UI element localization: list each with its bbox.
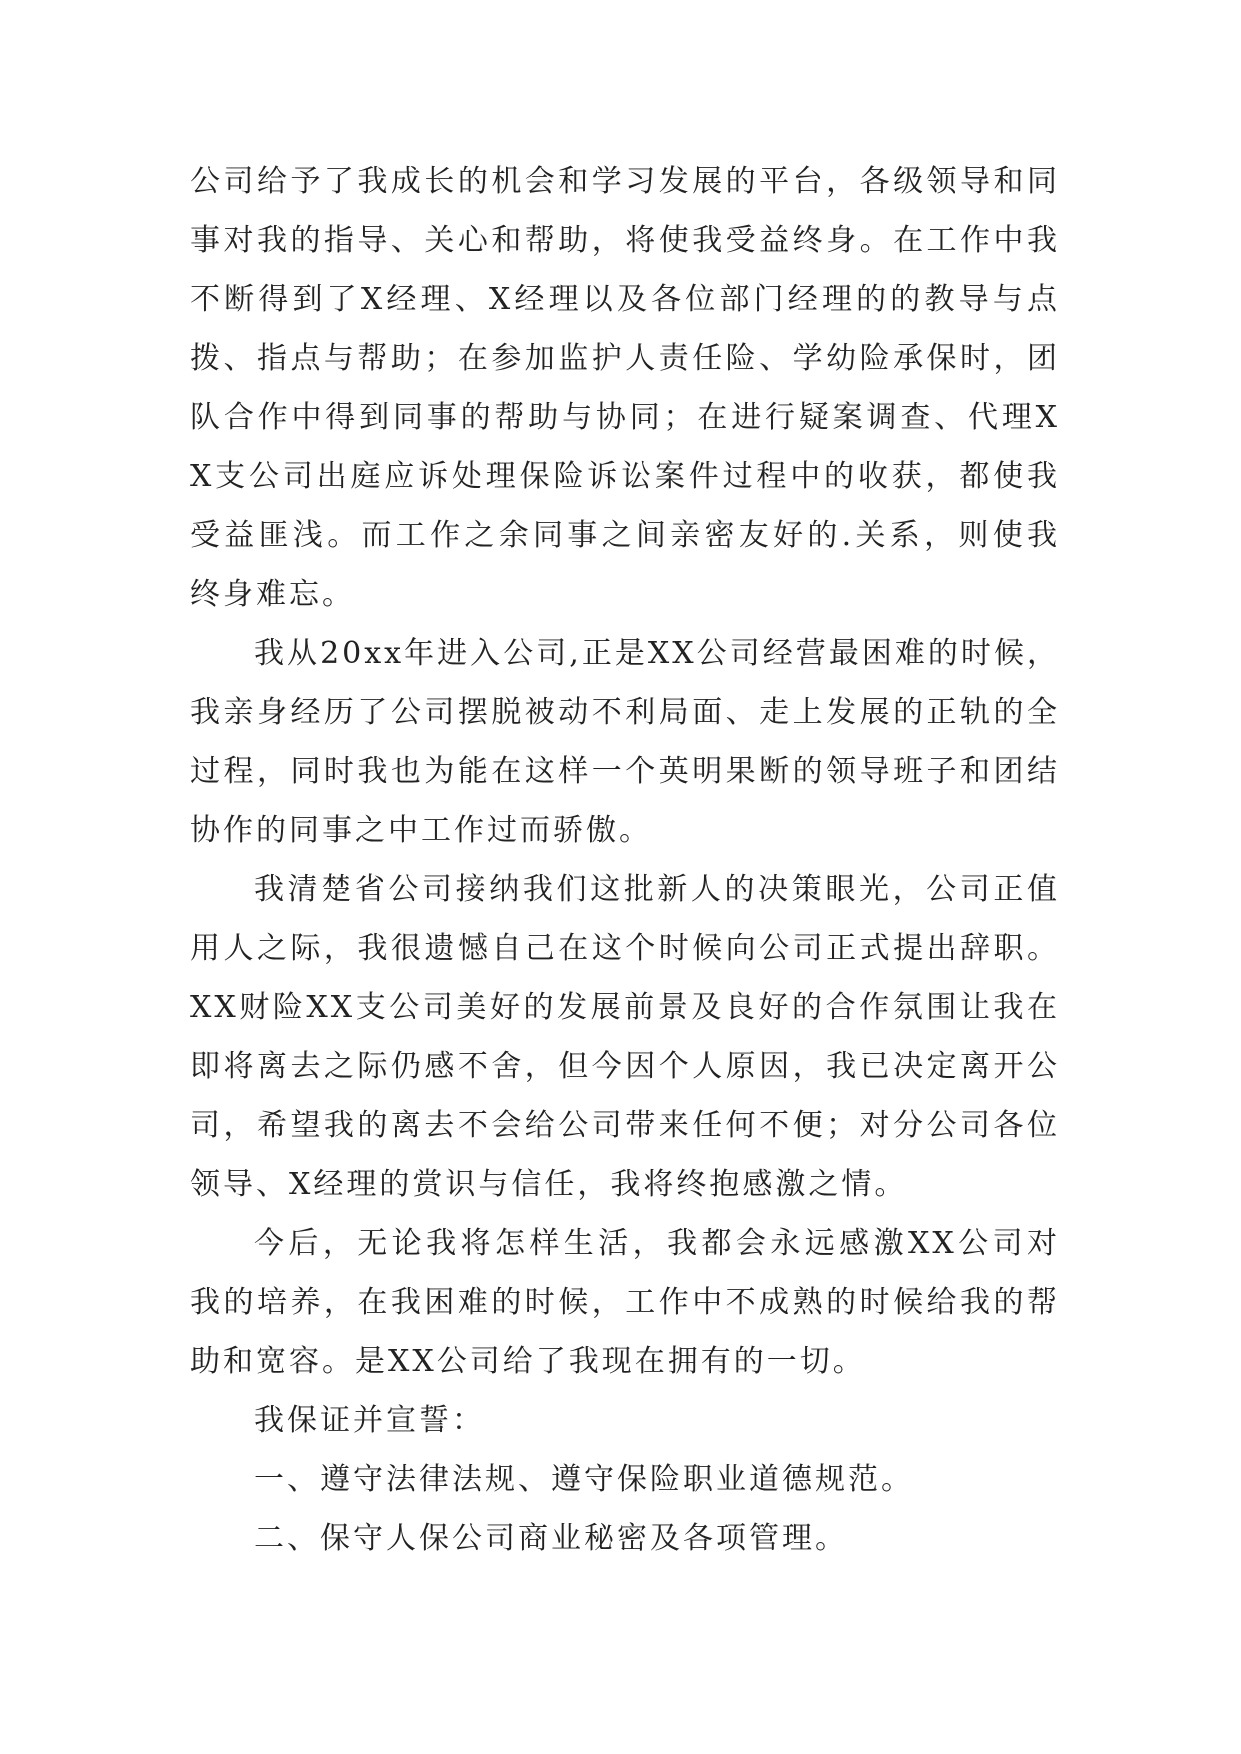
paragraph-future: 今后，无论我将怎样生活，我都会永远感激XX公司对我的培养，在我困难的时候，工作中不成熟的时候给我的帮助和宽容。是XX公司给了我现在拥有的一切。 bbox=[190, 1226, 1060, 1379]
paragraph-resignation: 我清楚省公司接纳我们这批新人的决策眼光，公司正值用人之际，我很遗憾自己在这个时候向公司正式提出辞职。XX财险XX支公司美好的发展前景及良好的合作氛围让我在即将离去之际仍感不舍，但今因个人原因，我已决定离开公司，希望我的离去不会给公司带来任何不便；对分公司各位领导、X经理的赏识与信任，我将终抱感激之情。 bbox=[190, 872, 1060, 1202]
paragraph-gratitude: 公司给予了我成长的机会和学习发展的平台，各级领导和同事对我的指导、关心和帮助，将使我受益终身。在工作中我不断得到了X经理、X经理以及各位部门经理的的教导与点拨、指点与帮助；在参加监护人责任险、学幼险承保时，团队合作中得到同事的帮助与协同；在进行疑案调查、代理XX支公司出庭应诉处理保险诉讼案件过程中的收获，都使我受益匪浅。而工作之余同事之间亲密友好的.关系，则使我终身难忘。 bbox=[190, 164, 1060, 612]
pledge-item-2: 二、保守人保公司商业秘密及各项管理。 bbox=[254, 1521, 848, 1556]
paragraph-pledge-intro: 我保证并宣誓： bbox=[254, 1403, 485, 1438]
paragraph-experience: 我从20xx年进入公司,正是XX公司经营最困难的时候，我亲身经历了公司摆脱被动不利局面、走上发展的正轨的全过程，同时我也为能在这样一个英明果断的领导班子和团结协作的同事之中工作过而骄傲。 bbox=[190, 636, 1060, 848]
pledge-item-1: 一、遵守法律法规、遵守保险职业道德规范。 bbox=[254, 1462, 914, 1497]
document-page bbox=[190, 152, 1060, 1568]
